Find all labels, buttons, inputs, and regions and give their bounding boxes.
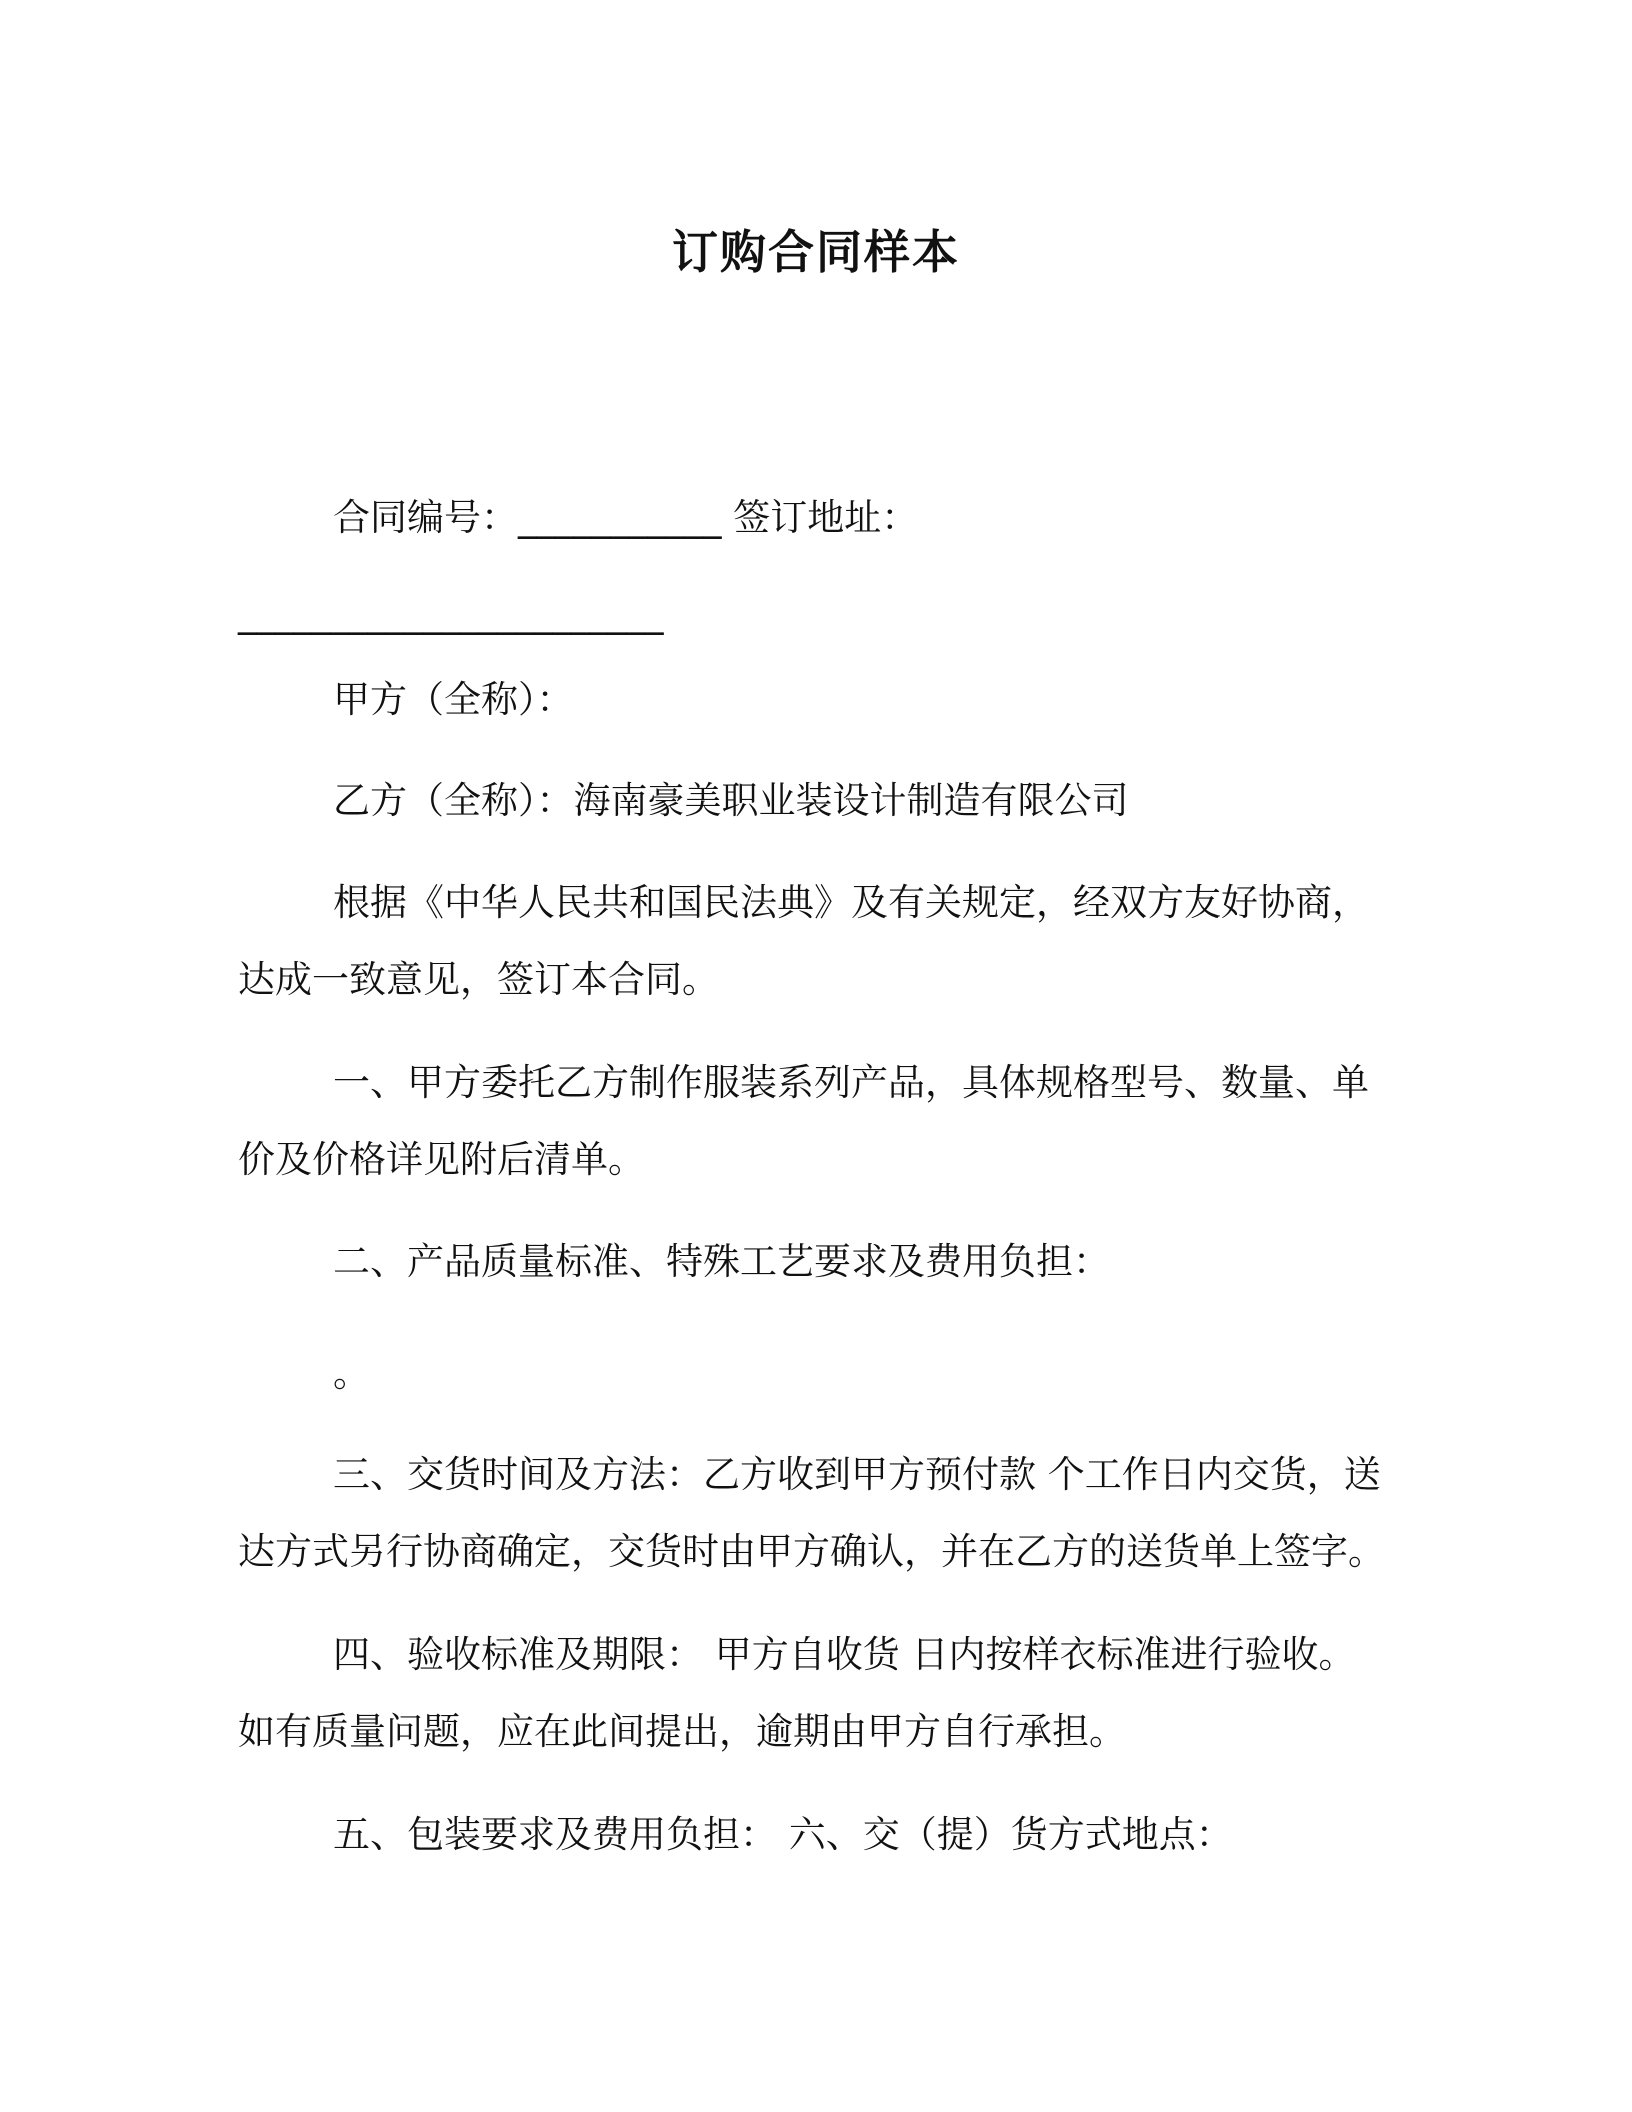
clause-5-6-line: 五、包装要求及费用负担： 六、交（提）货方式地点：: [333, 1813, 1233, 1856]
party-a-line: 甲方（全称）：: [333, 678, 574, 721]
clause-4-line-2: 如有质量问题，应在此间提出，逾期由甲方自行承担。: [238, 1710, 1126, 1753]
clause-2-period: 。: [333, 1352, 370, 1395]
clause-1-line-1: 一、甲方委托乙方制作服装系列产品，具体规格型号、数量、单: [333, 1061, 1369, 1104]
document-title: 订购合同样本: [672, 225, 960, 279]
preamble-line-1: 根据《中华人民共和国民法典》及有关规定，经双方友好协商，: [333, 881, 1369, 924]
party-b-line: 乙方（全称）：海南豪美职业装设计制造有限公司: [333, 779, 1129, 822]
clause-4-line-1: 四、验收标准及期限： 甲方自收货 日内按样衣标准进行验收。: [333, 1633, 1356, 1676]
preamble-line-2: 达成一致意见，签订本合同。: [238, 958, 719, 1001]
clause-2-line: 二、产品质量标准、特殊工艺要求及费用负担：: [333, 1240, 1110, 1283]
contract-number-line: 合同编号：___________ 签订地址：: [333, 496, 919, 539]
clause-3-line-1: 三、交货时间及方法：乙方收到甲方预付款 个工作日内交货，送: [333, 1453, 1381, 1496]
clause-1-line-2: 价及价格详见附后清单。: [238, 1138, 645, 1181]
clause-3-line-2: 达方式另行协商确定，交货时由甲方确认，并在乙方的送货单上签字。: [238, 1530, 1385, 1573]
signing-address-blank: _______________________: [238, 592, 664, 635]
